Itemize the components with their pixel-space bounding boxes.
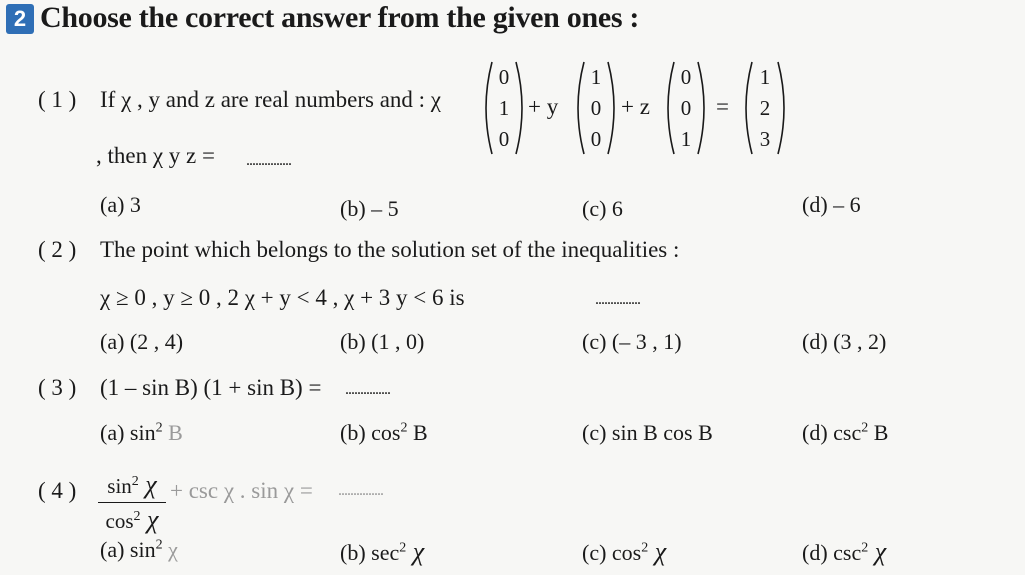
q3-answer-blank[interactable]: ...............: [345, 381, 390, 398]
matrix-entry: 0: [680, 65, 692, 89]
matrix-entry: 0: [498, 127, 510, 151]
q3-option-c[interactable]: (c) sin B cos B: [582, 420, 713, 445]
q1-number: ( 1 ): [38, 87, 77, 112]
option-text: χ: [162, 537, 178, 562]
q3-option-b[interactable]: [340, 420, 428, 446]
q3-option-d[interactable]: [802, 420, 888, 446]
q3-text: (1 – sin B) (1 + sin B) =: [100, 375, 322, 400]
q1-equals: =: [716, 94, 729, 119]
matrix-entry: 1: [498, 96, 510, 120]
q2-number: ( 2 ): [38, 237, 77, 262]
matrix-entry: 1: [680, 127, 692, 151]
q2-text: The point which belongs to the solution set of the inequalities :: [100, 237, 680, 262]
q2-answer-blank[interactable]: ...............: [595, 291, 640, 308]
q1-matrix-1: [482, 58, 526, 158]
exponent: 2: [399, 540, 407, 556]
option-text: (b) sec: [340, 540, 400, 565]
q1-text: If χ , y and z are real numbers and : χ: [100, 87, 442, 112]
fraction-denominator: [98, 503, 166, 535]
option-text: B: [407, 420, 428, 445]
q1-plus-y: + y: [528, 94, 559, 119]
exponent: 2: [155, 537, 163, 553]
q4-fraction: [98, 470, 166, 535]
q4-option-d[interactable]: [802, 537, 886, 567]
option-text: (a) sin: [100, 537, 156, 562]
q1-matrix-3: [664, 58, 708, 158]
q1-option-a[interactable]: (a) 3: [100, 192, 141, 217]
question-group-badge: 2: [6, 4, 34, 34]
exponent: 2: [641, 540, 649, 556]
q4-option-a[interactable]: [100, 537, 178, 563]
option-text: (d) csc: [802, 540, 862, 565]
exponent: 2: [861, 540, 869, 556]
option-text: (d) csc: [802, 420, 862, 445]
q1-answer-blank[interactable]: ...............: [246, 152, 291, 169]
q1-option-c[interactable]: (c) 6: [582, 196, 623, 221]
matrix-entry: 3: [759, 127, 771, 151]
matrix-entry: 0: [680, 96, 692, 120]
q2-option-b[interactable]: (b) (1 , 0): [340, 329, 425, 354]
option-text: (c) cos: [582, 540, 642, 565]
q3-option-a[interactable]: [100, 420, 183, 446]
q1-matrix-4: [740, 58, 790, 158]
exponent: 2: [133, 509, 141, 524]
fraction-text: cos: [105, 509, 134, 533]
option-text: χ: [868, 537, 887, 566]
exponent: 2: [400, 420, 408, 436]
matrix-entry: 0: [590, 127, 602, 151]
q1-plus-z: + z: [621, 94, 650, 119]
q4-option-c[interactable]: [582, 537, 666, 567]
option-text: B: [868, 420, 889, 445]
fraction-text: χ: [138, 470, 157, 499]
matrix-entry: 1: [759, 65, 771, 89]
exponent: 2: [155, 420, 163, 436]
q1-matrix-2: [574, 58, 618, 158]
q4-option-b[interactable]: [340, 537, 424, 567]
matrix-entry: 0: [498, 65, 510, 89]
q2-option-a[interactable]: (a) (2 , 4): [100, 329, 184, 354]
q1-line2: , then χ y z =: [96, 143, 215, 168]
q1-option-d[interactable]: (d) – 6: [802, 192, 861, 217]
option-text: (b) cos: [340, 420, 401, 445]
matrix-entry: 0: [590, 96, 602, 120]
q3-number: ( 3 ): [38, 375, 77, 400]
option-text: B: [162, 420, 183, 445]
q4-expression-rest: + csc χ . sin χ =: [170, 478, 313, 503]
option-text: χ: [648, 537, 667, 566]
fraction-text: sin: [107, 474, 132, 498]
matrix-entry: 1: [590, 65, 602, 89]
exponent: 2: [131, 474, 139, 489]
q4-answer-blank[interactable]: ...............: [338, 482, 383, 499]
q4-number: ( 4 ): [38, 478, 77, 503]
fraction-text: χ: [140, 505, 159, 534]
matrix-entry: 2: [759, 96, 771, 120]
exponent: 2: [861, 420, 869, 436]
q2-option-c[interactable]: (c) (– 3 , 1): [582, 329, 682, 354]
option-text: (a) sin: [100, 420, 156, 445]
page-title: Choose the correct answer from the given ones :: [40, 1, 640, 34]
q2-inequalities: χ ≥ 0 , y ≥ 0 , 2 χ + y < 4 , χ + 3 y < 6 is: [100, 285, 465, 310]
option-text: χ: [406, 537, 425, 566]
q2-option-d[interactable]: (d) (3 , 2): [802, 329, 887, 354]
q1-option-b[interactable]: (b) – 5: [340, 196, 399, 221]
fraction-numerator: [98, 470, 166, 503]
